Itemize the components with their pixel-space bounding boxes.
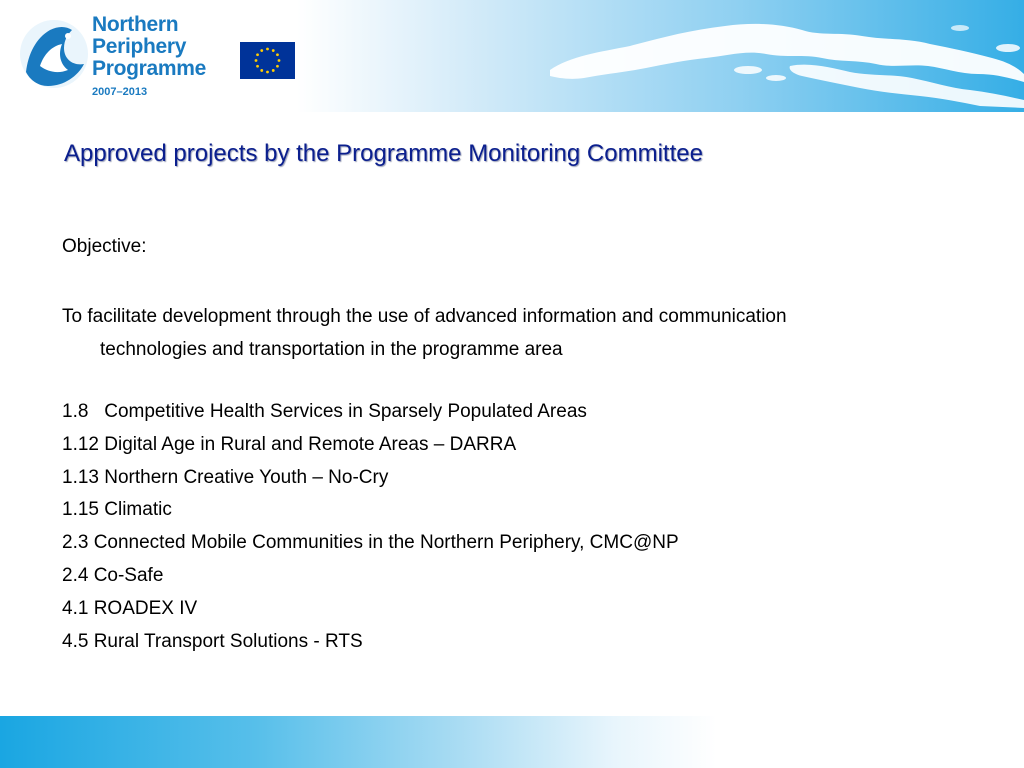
eu-star-icon [276, 65, 279, 68]
slide-title: Approved projects by the Programme Monitoring Committee [64, 140, 703, 167]
logo-wordmark [92, 14, 216, 80]
logo-years: 2007–2013 [92, 86, 148, 98]
map-islands-graphic [540, 8, 1024, 108]
eu-star-icon [266, 48, 269, 51]
eu-star-icon [260, 69, 263, 72]
eu-flag-icon [240, 42, 295, 79]
eu-star-icon [278, 59, 281, 62]
logo-line-2: Periphery [92, 35, 187, 58]
eu-star-icon [256, 53, 259, 56]
eu-star-icon [276, 53, 279, 56]
project-item: 1.8 Competitive Health Services in Sparsely Populated Areas [62, 401, 587, 422]
project-item: 2.4 Co-Safe [62, 564, 164, 586]
project-item: 4.1 ROADEX IV [62, 597, 198, 619]
project-item: 1.13 Northern Creative Youth – No-Cry [62, 466, 389, 488]
footer-band [0, 716, 1024, 768]
logo-line-3: Programme [92, 57, 207, 80]
objective-text-line-1: To facilitate development through the use of advanced information and communication [62, 306, 787, 327]
eu-star-icon [260, 49, 263, 52]
objective-label: Objective: [62, 236, 147, 257]
eu-star-icon [272, 69, 275, 72]
project-item: 2.3 Connected Mobile Communities in the Northern Periphery, CMC@NP [62, 532, 679, 554]
northern-periphery-logo [14, 10, 214, 106]
logo-line-1: Northern [92, 13, 179, 36]
eu-star-icon [255, 59, 258, 62]
project-item: 4.5 Rural Transport Solutions - RTS [62, 630, 363, 652]
eu-star-icon [272, 49, 275, 52]
project-list [62, 396, 679, 658]
objective-text-line-2: technologies and transportation in the programme area [100, 339, 563, 360]
bird-logo-icon [18, 14, 90, 94]
eu-star-icon [266, 71, 269, 74]
eu-star-icon [256, 65, 259, 68]
header-band [0, 0, 1024, 112]
project-item: 1.15 Climatic [62, 499, 172, 521]
objective-text [62, 300, 962, 366]
project-item: 1.12 Digital Age in Rural and Remote Areas – DARRA [62, 433, 517, 455]
